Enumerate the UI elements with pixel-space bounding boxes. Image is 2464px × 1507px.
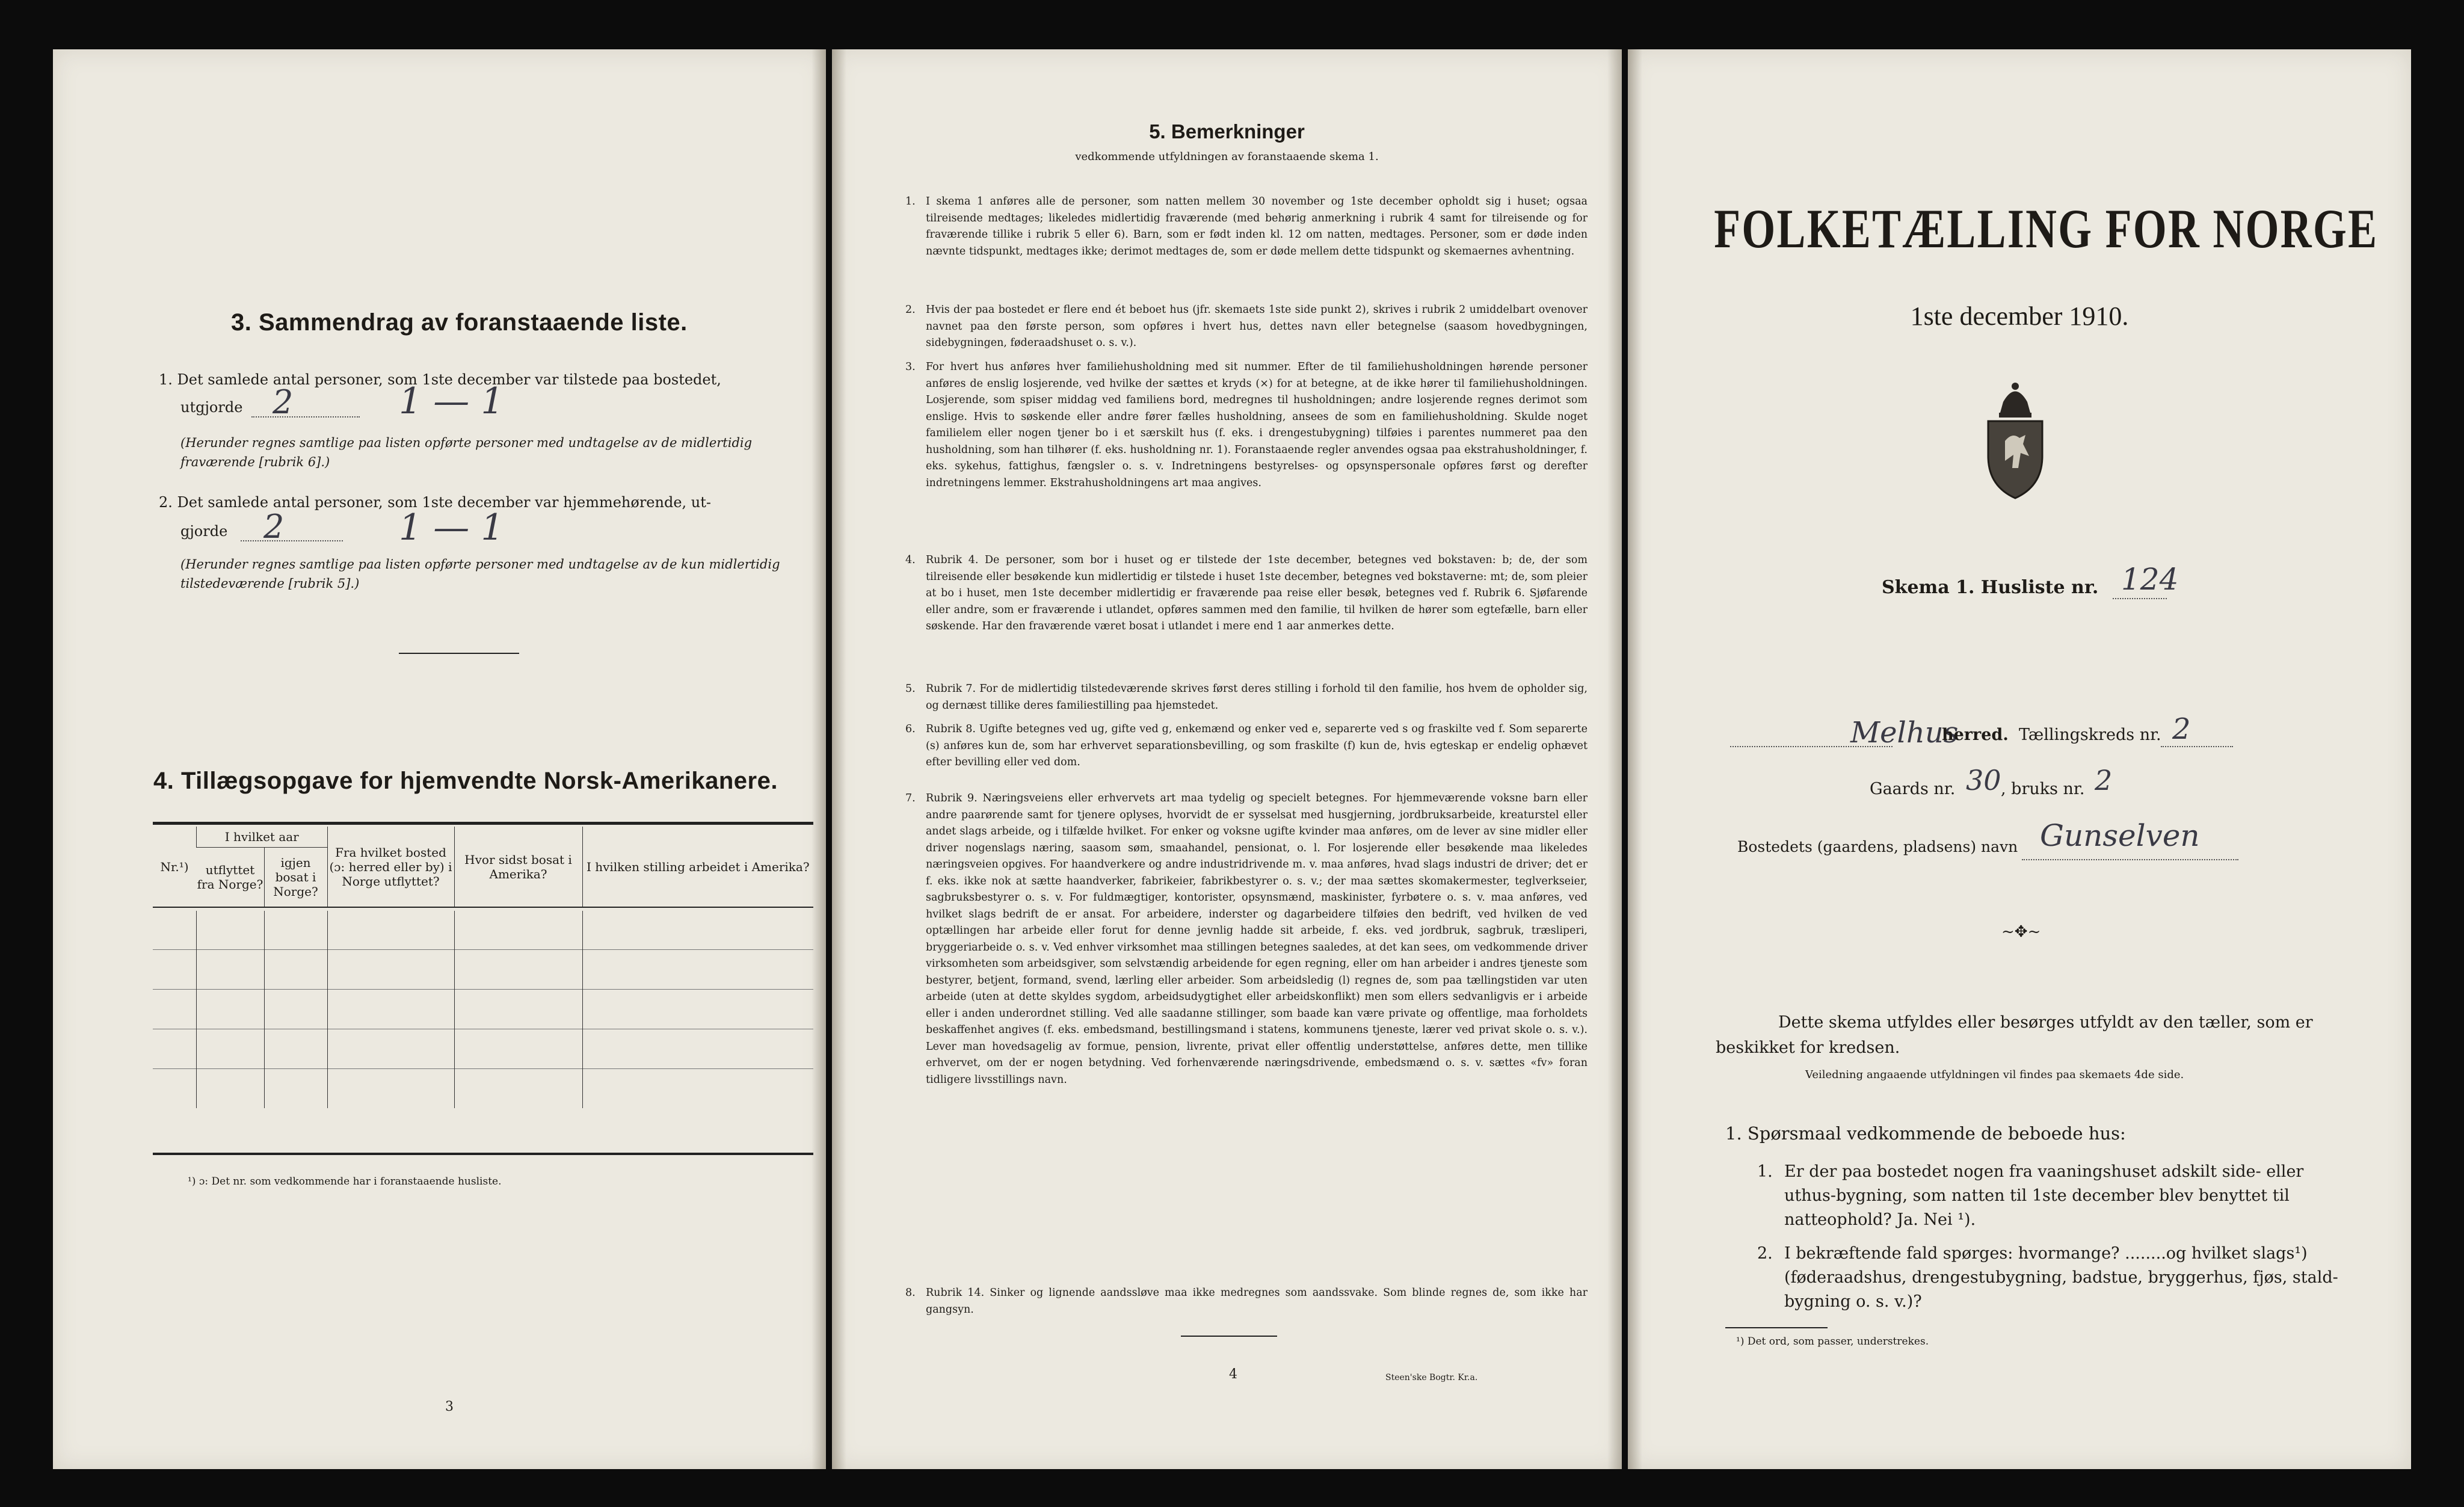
municipality-value: Melhus (1850, 716, 1959, 750)
q1-line-3: natteophold? Ja. Nei ¹). (1784, 1210, 1976, 1229)
bosted-value: Gunselven (2040, 818, 2200, 853)
q1-line-2: uthus-bygning, som natten til 1ste december blev benyttet til (1784, 1186, 2290, 1205)
form-title: FOLKETÆLLING FOR NORGE (1714, 198, 2379, 259)
q2-handwritten: 1 — 1 (399, 507, 504, 549)
footnote: ¹) Det ord, som passer, understrekes. (1736, 1336, 1929, 1348)
table-row (153, 1029, 813, 1068)
divider (399, 653, 519, 654)
q2-line-3: bygning o. s. v.)? (1784, 1292, 1922, 1311)
kreds-dotline (2161, 746, 2233, 747)
table-top-rule (153, 822, 813, 825)
note-item-8: 8. Rubrik 14. Sinker og lignende aandssløve maa ikke medregnes som aandssvake. Som blinde regnes de, som ikke har gangsyn. (905, 1287, 1588, 1316)
q2-dotline (241, 540, 343, 541)
herred-label: herred. (1942, 726, 2009, 744)
section-5-title: 5. Bemerkninger (1149, 120, 1305, 143)
col-occupation-header: I hvilken stilling arbeidet i Amerika? (582, 827, 813, 907)
q2-number: 2. (1757, 1244, 1773, 1263)
husliste-dotline (2113, 598, 2167, 599)
col-emigrated-header: utflyttet fra Norge? (197, 862, 263, 892)
fold-shadow (1628, 49, 1642, 1469)
note-item-3: 3. For hvert hus anføres hver familiehusholdning med sit nummer. Efter de til familiehusholdningen hørende personer anføres de enslig losjerende, ved hvilke der sættes et kryds (×) for at betegne, at de ikke hører til familiehusholdningen. Losjerende, som spiser middag ved familiens bord, medregnes til husholdningen; andre losjerende regnes derimot som enslige. Hvis to søskende eller andre fører fælles husholdning, ansees de som en familiehusholdning. Skulde noget familielem eller nogen tjener bo i et særskilt hus (f. eks. i drengestubygning) tilføies i parentes nummeret paa den husholdning, som han tilhører (f. eks. husholdning nr. 1). Foranstaaende regler anvendes ogsaa paa ekstrahusholdninger, f. eks. sykehus, fattighus, fængsler o. s. v. Indretningens bestyrelses- og opsynspersonale opføres først og derefter indretningens lemmer. Ekstrahusholdningens art maa angives. (905, 361, 1588, 489)
bosted-dotline (2022, 859, 2238, 860)
table-row (153, 949, 813, 989)
col-group-header: I hvilket aar (197, 827, 328, 847)
fold-shadow (812, 49, 826, 1469)
q1-note: (Herunder regnes samtlige paa listen opførte personer med undtagelse av de midlertidig fraværende [rubrik 6].) (180, 436, 753, 469)
note-item-4: 4. Rubrik 4. De personer, som bor i huset og er tilstede der 1ste december, betegnes ved bokstaven: b; de, der som tilreisende eller besøkende kun midlertidig er tilstede i huset 1ste december, betegnes ved bokstaverne: mt; de, som pleier at bo i huset, men 1ste december midlertidig er fraværende paa reise eller besøk, betegnes ved f. Rubrik 6. Sjøfarende eller andre, som er fraværende i utlandet, opføres sammen med den familie, til hvilken de hører som egtefælle, barn eller søskende. Har den fraværende været bosat i utlandet i mere end 1 aar anmerkes dette. (905, 554, 1588, 632)
note-item-2: 2. Hvis der paa bostedet er flere end ét beboet hus (jfr. skemaets 1ste side punkt 2), skrives i rubrik 2 umiddelbart ovenover navnet paa den første person, som opføres i hvert hus, dettes navn eller betegnelse (saasom hovedbygningen, sidebygningen, føderaadshuset o. s. v.). (905, 304, 1588, 349)
kreds-label: Tællingskreds nr. (2019, 726, 2161, 744)
note-item-6: 6. Rubrik 8. Ugifte betegnes ved ug, gifte ved g, enkemænd og enker ved e, separerte ved s og fraskilte ved f. Som separerte (s) anføres kun de, som har erhvervet separationsbevilling, og som fraskilte (f) kun de, hvis egteskap er endelig ophævet efter bevilling eller ved dom. (905, 723, 1588, 768)
footnote-rule (1725, 1327, 1828, 1328)
section-3-title: 3. Sammendrag av foranstaaende liste. (231, 309, 688, 336)
col-last-residence-header: Hvor sidst bosat i Amerika? (454, 827, 582, 907)
husliste-value: 124 (2121, 562, 2179, 597)
kreds-value: 2 (2172, 712, 2191, 746)
fold-shadow (832, 49, 846, 1469)
fold-shadow (1607, 49, 1622, 1469)
section-4-title: 4. Tillægsopgave for hjemvendte Norsk-Amerikanere. (153, 768, 778, 794)
note-item-7: 7. Rubrik 9. Næringsveiens eller erhvervets art maa tydelig og specielt betegnes. For hjemmeværende voksne barn eller andre paarørende samt for tjenere oplyses, hvorvidt de er sysselsat med husgjerning, jordbruksarbeide, kreaturstel eller andet slags arbeide, og i tilfælde hvilket. For enker og voksne ugifte kvinder maa anføres, om de lever av sine midler eller driver nogenslags næring, saasom søm, smaahandel, pensionat, o. l. For losjerende eller besøkende maa likeledes næringsveien opgives. For haandverkere og andre industridrivende m. v. maa anføres, hvad slags industri de driver; det er f. eks. ikke nok at sætte haandverker, fabrikeier, fabrikbestyrer o. s. v.; der maa sættes skomakermester, teglverkseier, sagbruksbestyrer o. s. v. For fuldmægtiger, kontorister, opsynsmænd, maskinister, fyrbøtere o. s. v. maa anføres, ved hvilket slags bedrift de er ansat. For arbeidere, inderster og dagarbeidere tilføies den bedrift, ved hvilken de ved optællingen har arbeide eller forut for denne jevnlig hadde sit arbeide, f. eks. ved jordbruk, sagbruk, træsliperi, bryggeriarbeide o. s. v. Ved enhver virksomhet maa stillingen betegnes saaledes, at det kan sees, om vedkommende driver virksomheten som arbeidsgiver, som selvstændig arbeidende for egen regning, eller om han arbeider i andres tjeneste som bestyrer, betjent, formand, svend, lærling eller arbeider. Som arbeidsledig (l) regnes de, som paa tællingstiden var uten arbeide (uten at dette skyldes sygdom, arbeidsudygtighet eller arbeidskonflikt) men som ellers sedvanligvis er i arbeide eller i anden underordnet stilling. Ved alle saadanne stillinger, som baade kan være private og offentlige, maa forholdets beskaffenhet angives (f. eks. embedsmand, bestillingsmand i statens, kommunens tjeneste, lærer ved privat skole o. s. v.). Lever man hovedsagelig av formue, pension, livrente, privat eller offentlig understøttelse, anføres dette, men tillike erhvervet, om der er nogen betydning. Ved forhenværende næringsdrivende, embedsmænd o. s. v. sættes «fv» foran tidligere livsstillings navn. (905, 792, 1588, 1086)
page-3 (53, 49, 826, 1469)
gaards-label: Gaards nr. (1870, 780, 1956, 798)
q2-line-1: I bekræftende fald spørges: hvormange? ........og hvilket slags¹) (1784, 1244, 2308, 1263)
q1-handwritten: 1 — 1 (399, 380, 504, 422)
col-from-where-header: Fra hvilket bosted (ɔ: herred eller by) i Norge utflyttet? (327, 827, 454, 907)
q2-note: (Herunder regnes samtlige paa listen opførte personer med undtagelse av de kun midlertidig tilstedeværende [rubrik 5].) (180, 557, 780, 591)
q2-line1: 2. Det samlede antal personer, som 1ste december var hjemmehørende, ut- (159, 494, 711, 511)
page-1 (1628, 49, 2411, 1469)
q1-line1: 1. Det samlede antal personer, som 1ste december var tilstede paa bostedet, (159, 371, 721, 388)
questions-heading: 1. Spørsmaal vedkommende de beboede hus: (1725, 1123, 2126, 1144)
bosted-label: Bostedets (gaardens, pladsens) navn (1737, 838, 2018, 855)
table-footnote: ¹) ɔ: Det nr. som vedkommende har i foranstaaende husliste. (188, 1176, 502, 1188)
gaards-value: 30 (1966, 764, 2001, 797)
ornament-icon: ~✥~ (2001, 923, 2041, 941)
page-number: 3 (445, 1399, 454, 1414)
q1-dotline (251, 416, 360, 418)
q1-line-1: Er der paa bostedet nogen fra vaaningshuset adskilt side- eller (1784, 1162, 2304, 1181)
norsk-amerikanere-table (153, 827, 813, 1108)
q1-label: utgjorde (180, 399, 243, 416)
printer-mark: Steen'ske Bogtr. Kr.a. (1385, 1373, 1478, 1382)
bruks-label: , bruks nr. (2001, 780, 2085, 798)
coat-of-arms-icon (1976, 378, 2054, 502)
note-item-5: 5. Rubrik 7. For de midlertidig tilstedeværende skrives først deres stilling i forhold til den familie, hos hvem de opholder sig, og dernæst tillike deres familiestilling paa hjemstedet. (905, 683, 1588, 712)
title-wrap (1628, 197, 2411, 260)
q1-number: 1. (1757, 1162, 1773, 1181)
page-number: 4 (1229, 1367, 1237, 1382)
bruks-value: 2 (2095, 764, 2113, 797)
col-nr-header: Nr.¹) (160, 859, 189, 874)
q2-value: 2 (263, 508, 285, 546)
section-5-subtitle: vedkommende utfyldningen av foranstaaende skema 1. (1075, 150, 1379, 163)
q2-line-2: (føderaadshus, drengestubygning, badstue, bryggerhus, fjøs, stald- (1784, 1268, 2338, 1287)
intro-line-2: beskikket for kredsen. (1716, 1038, 1900, 1057)
q1-value: 2 (273, 383, 294, 421)
note-item-1: 1. I skema 1 anføres alle de personer, som natten mellem 30 november og 1ste december opholdt sig i huset; ogsaa tilreisende medtages; likeledes midlertidig fraværende (med behørig anmerkning i rubrik 4 samt for tilreisende og for fraværende tillike i rubrik 5 eller 6). Barn, som er født inden kl. 12 om natten, medtages. Personer, som er døde inden nævnte tidspunkt, medtages ikke; derimot medtages de, som er døde mellem dette tidspunkt og skemaernes avhentning. (905, 196, 1588, 257)
q2-label: gjorde (180, 523, 228, 540)
schema-label: Skema 1. Husliste nr. (1882, 577, 2099, 598)
census-date: 1ste december 1910. (1910, 301, 2129, 331)
page-4 (832, 49, 1622, 1469)
table-row (153, 989, 813, 1029)
table-row (153, 1068, 813, 1108)
intro-small: Veiledning angaaende utfyldningen vil findes paa skemaets 4de side. (1805, 1068, 2184, 1081)
col-returned-header: igjen bosat i Norge? (264, 847, 327, 907)
table-bottom-rule (153, 1153, 813, 1155)
divider (1181, 1336, 1277, 1337)
intro-line-1: Dette skema utfyldes eller besørges utfyldt av den tæller, som er (1778, 1013, 2313, 1032)
table-row (153, 911, 813, 949)
